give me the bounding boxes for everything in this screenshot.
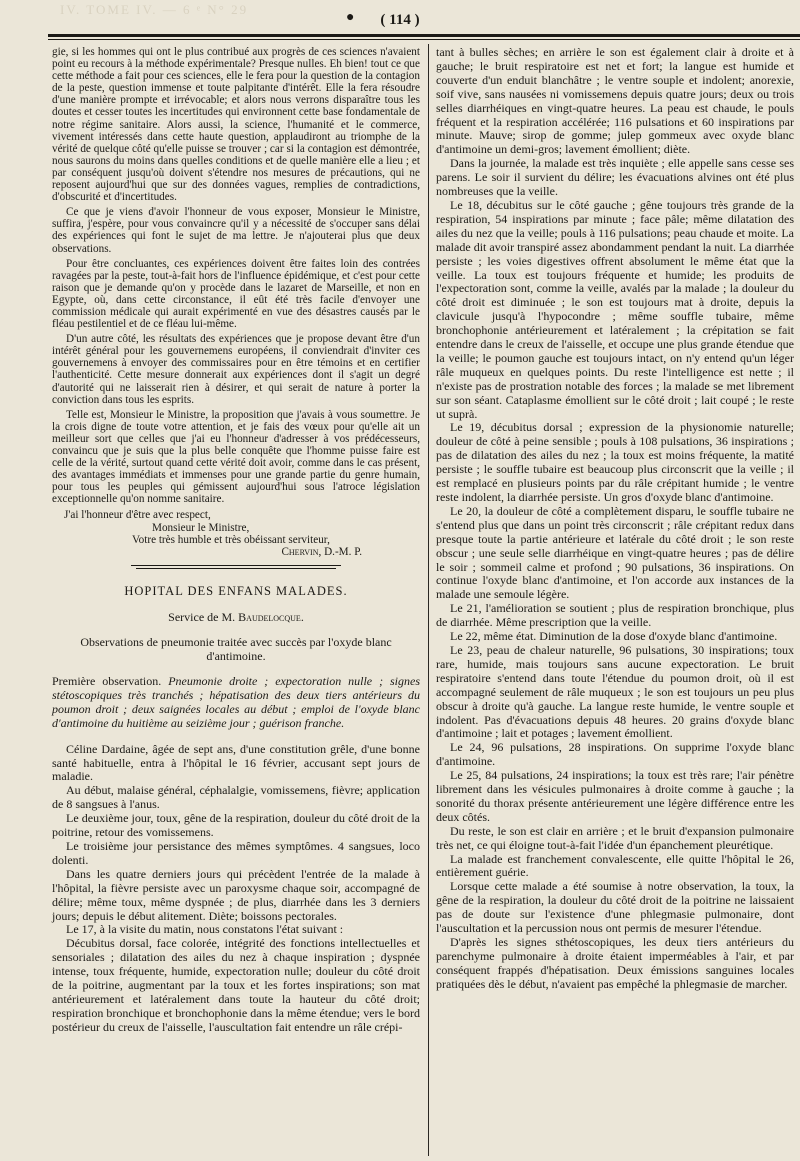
column-divider (428, 44, 429, 1156)
paragraph: Dans les quatre derniers jours qui précèdent l'entrée de la malade à l'hôpital, la fièvre persiste avec un paroxysme chaque soir, accompagné de délire; même toux, même dyspnée ; de plus, diarrhée dans les 3 derniers jours; depuis le début alitement. Diète; boissons pectorales. (52, 866, 420, 923)
header-rule-thick (48, 34, 800, 37)
service-prefix: Service de M. (168, 609, 239, 624)
paragraph: Céline Dardaine, âgée de sept ans, d'une constitution grêle, d'une bonne santé habituelle, entra à l'hôpital le 16 février, accusant sept jours de maladie. (52, 741, 420, 784)
paragraph: Le troisième jour persistance des mêmes symptômes. 4 sangsues, loco dolenti. (52, 839, 420, 867)
service-name: Baudelocque. (238, 609, 304, 624)
section-heading: HOPITAL DES ENFANS MALADES. (124, 583, 348, 598)
paragraph: D'un autre côté, les résultats des expériences que je propose devant être d'un intérêt général pour les gouvernemens européens, il conviendrait d'inviter ces gouvernemens à envoyer des commissaires pour en être témoins et en certifier l'authenticité. Cette mesure donnerait aux expériences dont il s'agit un degré d'autorité qui ne laisserait rien à désirer, et qui serait de nature à porter la conviction dans tous les esprits. (52, 333, 420, 406)
paragraph: Le 20, la douleur de côté a complètement disparu, le souffle tubaire ne s'entend plus que dans un point très circonscrit ; râle crépitant redux dans presque toute la partie antérieure et latérale du côté droit ; le son reste obscur ; une seule selle diarrhéique en vingt-quatre heures ; pas de délire le soir ; sommeil calme et profond ; 90 pulsations, 36 inspirations. On continue l'oxyde blanc d'antimoine, et l'on accorde aux instances de la malade une semoule légère. (436, 503, 794, 602)
paragraph: Le 23, peau de chaleur naturelle, 96 pulsations, 30 inspirations; toux rare, humide, mais toujours sans aucune expectoration. Le bruit respiratoire s'entend dans toute l'étendue du poumon droit, où il est accompagné seulement de râle muqueux ; le son est toujours un peu plus obscur à droite qu'à gauche. La langue reste humide, le ventre souple et indolent. Pas d'évacuations depuis 48 heures. 20 grains d'oxyde blanc d'antimoine ; lait et potages ; lavement émollient. (436, 642, 794, 741)
observation-summary: Pneumonie droite ; expectoration nulle ; signes stétoscopiques très tranchés ; hépatisation des deux tiers antérieurs du poumon droit ; deux saignées locales au début ; emploi de l'oxyde blanc d'antimoine du huitième au seizième jour ; guérison franche. (52, 674, 421, 730)
paragraph: Du reste, le son est clair en arrière ; et le bruit d'expansion pulmonaire très net, ce qui éloigne tout-à-fait l'idée d'un épanchement pleurétique. (436, 823, 794, 852)
paragraph: Ce que je viens d'avoir l'honneur de vous exposer, Monsieur le Ministre, suffira, j'espère, pour vous convaincre qu'il y a nécessité de s'occuper sans délai des expériences qui font le sujet de ma lettre. Je n'ajouterai plus que deux observations. (52, 206, 420, 255)
paragraph: Telle est, Monsieur le Ministre, la proposition que j'avais à vous soumettre. Je la crois digne de toute votre attention, et je fais des vœux pour qu'elle ait un meilleur sort que celles que j'ai eu l'honneur d'adresser à vos prédécesseurs, convaincu que je suis que la plus belle conquête que l'homme puisse faire est celle de la vérité, surtout quand cette vérité doit avoir, comme dans le cas présent, des avantages immédiats et immenses pour une grande partie du genre humain, pour tous les peuples qui gémissent aujourd'hui sous l'atroce législation exceptionnelle qu'on nomme sanitaire. (52, 408, 420, 506)
paragraph: Le 19, décubitus dorsal ; expression de la physionomie naturelle; douleur de côté à peine sensible ; pouls à 108 pulsations, 36 inspirations ; pas de dilatation des ailes du nez ; la toux est moins fréquente, la matité persiste ; le souffle tubaire est beaucoup plus circonscrit que la veille ; il est remplacé en plusieurs points par du râle crépitant humide ; le ventre reste indolent, la diarrhée persiste. Un gros d'oxyde blanc d'antimoine. (436, 420, 794, 504)
paragraph: D'après les signes sthétoscopiques, les deux tiers antérieurs du parenchyme pulmonaire à droite étaient imperméables à l'air, et par conséquent frappés d'hépatisation. Deux émissions sanguines locales pratiquées dès le début, n'avaient pas empêché la phlegmasie de marcher. (436, 935, 794, 991)
paragraph: Au début, malaise général, céphalalgie, vomissemens, fièvre; application de 8 sangsues à l'anus. (52, 783, 420, 812)
section-rule (136, 568, 336, 569)
paragraph: Le 22, même état. Diminution de la dose d'oxyde blanc d'antimoine. (450, 629, 778, 644)
paragraph: gie, si les hommes qui ont le plus contribué aux progrès de ces sciences n'avaient point eu recours à la méthode expérimentale? Presque nulles. Eh bien! tout ce que cette méthode a fait pour ces sciences, elle le fera pour la question de la contagion de la peste, question immense et toute palpitante d'intérêt. Elle la fera résoudre d'une manière prompte et irrévocable; et alors nous verrons disparaître tous les doutes et cesser toutes les incertitudes qui environnent cette base fondamentale de notre régime sanitaire. Alors aussi, la science, l'humanité et le commerce, vivement intéressés dans cette haute question, applaudiront au triomphe de la vérité de quelque côté qu'elle puisse se trouver ; car si la contagion est démontrée, nous saurons du moins dans quelles conditions et de quelle manière elle a lieu ; et par conséquent jusqu'où doivent s'étendre nos mesures de précautions, qui ne reposent aujourd'hui que sur des données vagues, remplies de contradictions, d'obscurité et d'incertitudes. (52, 46, 420, 204)
header-rule-thin (48, 39, 800, 40)
paragraph: Le 17, à la visite du matin, nous constatons l'état suivant : (66, 922, 344, 937)
paragraph: Le 21, l'amélioration se soutient ; plus de respiration bronchique, plus de diarrhée. Même prescription que la veille. (436, 601, 794, 630)
closing-line: J'ai l'honneur d'être avec respect, (64, 509, 211, 522)
left-column (52, 46, 420, 1035)
paragraph: Lorsque cette malade a été soumise à notre observation, la toux, la gêne de la respiration, la douleur du côté droit de la poitrine ne laissaient pas de doute sur l'existence d'une phlegmasie pulmonaire, dont l'auscultation et la percussion nous ont permis de mesurer l'étendue. (436, 879, 794, 936)
paragraph: Dans la journée, la malade est très inquiète ; elle appelle sans cesse ses parens. Le soir il survient du délire; les évacuations alvines ont été plus nombreuses que la veille. (436, 156, 794, 199)
paragraph: Le 25, 84 pulsations, 24 inspirations; la toux est très rare; l'air pénètre librement dans les vésicules pulmonaires à droite comme à gauche ; la sonorité du thorax présente antérieurement une légère différence entre les deux côtés. (436, 768, 794, 824)
page-header (0, 6, 800, 32)
paragraph: Le deuxième jour, toux, gêne de la respiration, douleur du côté droit de la poitrine, retour des vomissemens. (52, 811, 420, 840)
paragraph: Le 18, décubitus sur le côté gauche ; gêne toujours très grande de la respiration, 54 inspirations par minute ; face pâle; même dilatation des ailes du nez que la veille; pouls à 116 pulsations; peau chaude et moite. La malade dit avoir transpiré assez abondamment pendant la nuit. La diarrhée persiste ; les voies digestives offrent absolument le même état que la veille. La toux est toujours fréquente et humide; les produits de l'expectoration sont, comme la veille, avalés par la malade ; la douleur du côté droit est diminuée ; le son est toujours mat à droite, depuis la clavicule jusqu'à l'hypocondre ; même souffle tubaire, même bronchophonie antérieurement et latéralement ; la crépitation se fait entendre dans le creux de l'aisselle, et occupe une plus grande étendue que la veille; le poumon gauche est toujours intact, on n'y entend qu'un léger râle muqueux en quelques points. Du reste l'intelligence est nette ; il n'existe pas de prostration notable des forces ; la malade se met librement sur son séant. Cataplasme émollient sur le côté droit ; lait coupé ; le reste ut suprà. (436, 197, 794, 421)
show-through-text: IV. TOME IV. — 6 ᵉ N° 29 (60, 2, 249, 17)
paragraph: Décubitus dorsal, face colorée, intégrité des fonctions intellectuelles et sensoriales ; dilatation des ailes du nez à chaque inspiration ; dyspnée intense, toux fréquente, humide, expectoration nulle; douleur du côté droit de la poitrine, augmentant par la toux et les fortes inspirations; son mat antérieurement et latéralement dans toute la hauteur du côté droit; respiration bronchique et bronchophonie dans la même étendue; vers le bord postérieur du creux de l'aisselle, l'auscultation fait entendre un râle crépi- (52, 936, 420, 1034)
closing-line: Monsieur le Ministre, (152, 521, 250, 534)
signature: Chervin, D.-M. P. (281, 545, 362, 558)
observation-heading (52, 675, 420, 731)
observations-title: Observations de pneumonie traitée avec succès par l'oxyde blanc d'antimoine. (80, 635, 392, 664)
ornament-dot: ● (346, 10, 355, 25)
right-column (436, 46, 794, 992)
closing-line: Votre très humble et très obéissant serviteur, (132, 533, 330, 546)
paragraph: Le 24, 96 pulsations, 28 inspirations. On supprime l'oxyde blanc d'antimoine. (436, 740, 794, 769)
paragraph: La malade est franchement convalescente, elle quitte l'hôpital le 26, entièrement guérie. (436, 851, 794, 880)
page-number: ( 114 ) (380, 12, 420, 28)
observation-label: Première observation. (52, 674, 162, 689)
paragraph: tant à bulles sèches; en arrière le son est également clair à droite et à gauche; le bruit respiratoire est net et fort; la langue est humide et couverte d'un enduit blanchâtre ; le ventre souple et indolent; anorexie, soif vive, sans nausées ni vomissemens depuis quatre jours; deux ou trois selles diarrhéiques en vingt-quatre heures. La peau est chaude, le pouls fréquent et la respiration accélérée; 116 pulsations et 60 inspirations par minute. Mauve; sirop de gomme; julep gommeux avec oxyde blanc d'antimoine un demi-gros; lavement émollient; diète. (436, 45, 794, 157)
section-rule (131, 565, 341, 566)
service-line (52, 611, 420, 623)
paragraph: Pour être concluantes, ces expériences doivent être faites loin des contrées ravagées par la peste, tout-à-fait hors de l'influence épidémique, et c'est pour cette raison que je demande qu'on y procède dans le lazaret de Marseille, et non en Egypte, où, dans cette circonstance, il eût été très facile d'envoyer une commission médicale qui aurait expérimenté en vue des désastres causés par le fléau pestilentiel et de ce fléau lui-même. (52, 257, 420, 331)
